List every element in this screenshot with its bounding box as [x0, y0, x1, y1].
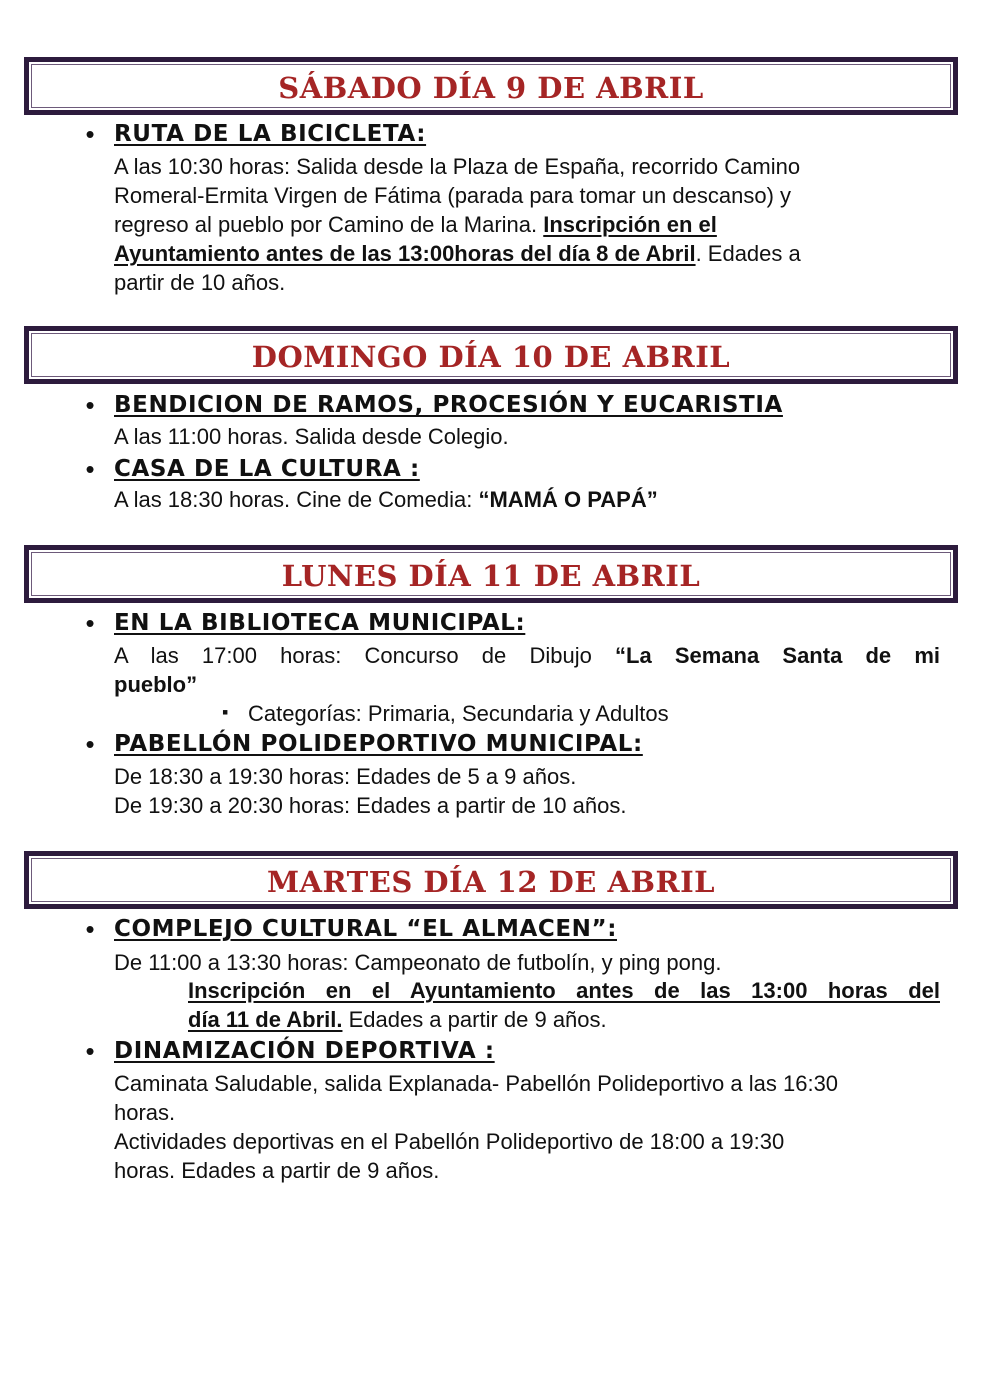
item-text: día 11 de Abril. Edades a partir de 9 años. [188, 1007, 607, 1032]
item-text [114, 670, 197, 699]
bullet-icon: • [85, 729, 95, 759]
item-text: A las 18:30 horas. Cine de Comedia: “MAMÁ O PAPÁ” [114, 487, 658, 512]
day-title: DOMINGO DÍA 10 DE ABRIL [251, 340, 731, 374]
item-title: PABELLÓN POLIDEPORTIVO MUNICIPAL: [114, 731, 643, 757]
item-title: BENDICION DE RAMOS, PROCESIÓN Y EUCARISTIA [114, 392, 783, 418]
item-text: A las 10:30 horas: Salida desde la Plaza de España, recorrido Camino [114, 154, 801, 179]
bullet-icon: • [85, 454, 95, 484]
bullet-icon: • [85, 390, 95, 420]
day-header-domingo [24, 326, 958, 384]
day-title: MARTES DÍA 12 DE ABRIL [266, 865, 716, 899]
registration-note: día 11 de Abril. [188, 1007, 343, 1032]
item-title: CASA DE LA CULTURA : [114, 456, 420, 482]
registration-note: Inscripción en el Ayuntamiento antes de las 13:00 horas del [188, 978, 940, 1003]
item-text: De 18:30 a 19:30 horas: Edades de 5 a 9 años. [114, 764, 577, 789]
registration-note: Inscripción en el [543, 212, 717, 237]
item-title: DINAMIZACIÓN DEPORTIVA : [114, 1038, 495, 1064]
day-header-lunes [24, 545, 958, 603]
item-text: partir de 10 años. [114, 270, 286, 295]
item-text: A las 17:00 horas: Concurso de Dibujo “La Semana Santa de mi [114, 643, 941, 668]
item-text: Romeral-Ermita Virgen de Fátima (parada para tomar un descanso) y [114, 183, 792, 208]
bullet-icon: • [85, 608, 95, 638]
contest-title: pueblo” [114, 672, 198, 697]
registration-note: Ayuntamiento antes de las 13:00horas del día 8 de Abril [114, 241, 696, 266]
item-title: EN LA BIBLIOTECA MUNICIPAL: [114, 610, 526, 636]
bullet-icon: • [85, 1036, 95, 1066]
item-text: A las 11:00 horas. Salida desde Colegio. [114, 424, 509, 449]
item-text: Caminata Saludable, salida Explanada- Pabellón Polideportivo a las 16:30 [114, 1071, 839, 1096]
contest-title: “La Semana Santa de mi [615, 643, 941, 668]
item-text: De 11:00 a 13:30 horas: Campeonato de futbolín, y ping pong. [114, 950, 722, 975]
item-text [188, 976, 940, 1005]
item-text: De 19:30 a 20:30 horas: Edades a partir de 10 años. [114, 793, 627, 818]
item-title: COMPLEJO CULTURAL “EL ALMACEN”: [114, 916, 617, 942]
day-title: LUNES DÍA 11 DE ABRIL [281, 559, 701, 593]
day-header-martes [24, 851, 958, 909]
movie-title: “MAMÁ O PAPÁ” [478, 487, 658, 512]
bullet-icon: • [85, 914, 95, 944]
square-bullet-icon: ▪ [222, 702, 229, 722]
item-text: Actividades deportivas en el Pabellón Polideportivo de 18:00 a 19:30 [114, 1129, 785, 1154]
item-text: horas. Edades a partir de 9 años. [114, 1158, 440, 1183]
item-text: horas. [114, 1100, 176, 1125]
sub-item-text: Categorías: Primaria, Secundaria y Adultos [248, 701, 669, 726]
day-title: SÁBADO DÍA 9 DE ABRIL [278, 71, 704, 105]
bullet-icon: • [85, 119, 95, 149]
item-text: regreso al pueblo por Camino de la Marina. Inscripción en el [114, 212, 717, 237]
day-header-sabado [24, 57, 958, 115]
item-title: RUTA DE LA BICICLETA: [114, 121, 427, 147]
item-text: Ayuntamiento antes de las 13:00horas del día 8 de Abril. Edades a [114, 241, 801, 266]
